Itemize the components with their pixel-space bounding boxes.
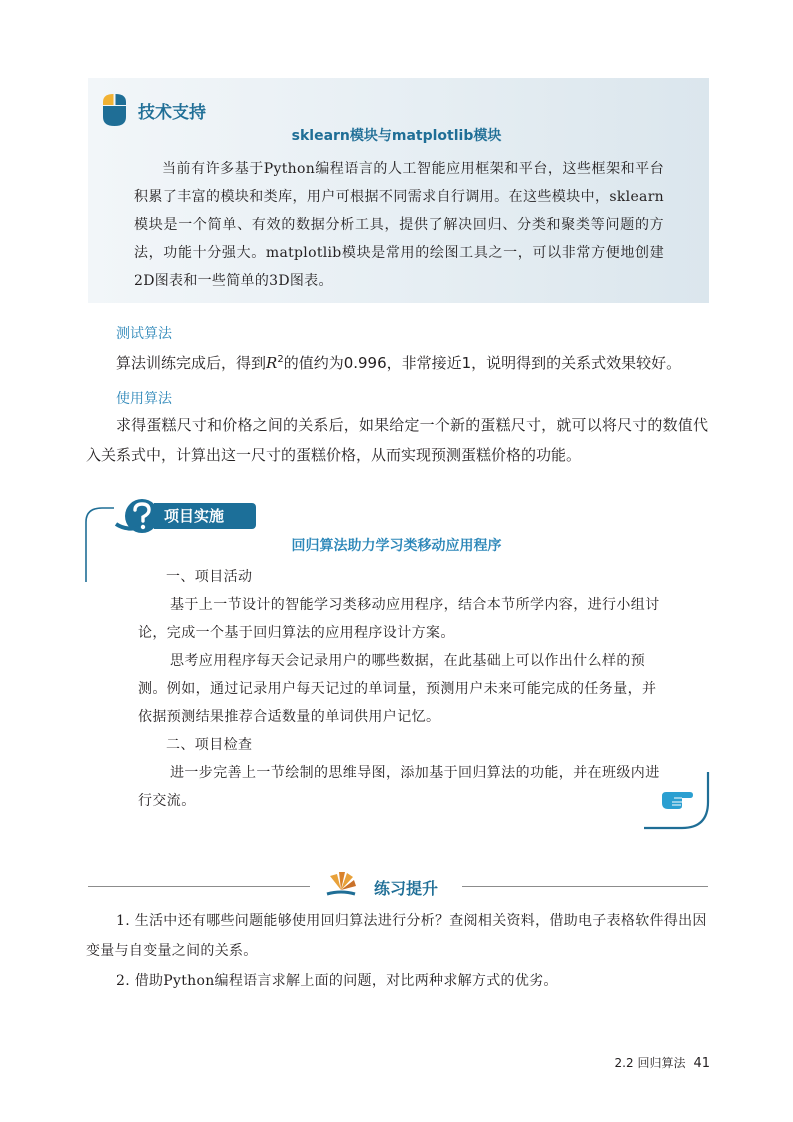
use-algorithm-text: 求得蛋糕尺寸和价格之间的关系后，如果给定一个新的蛋糕尺寸，就可以将尺寸的数值代入关系式中，计算出这一尺寸的蛋糕价格，从而实现预测蛋糕价格的功能。 bbox=[86, 416, 708, 464]
test-text-before: 算法训练完成后，得到 bbox=[116, 354, 267, 372]
r-symbol: R bbox=[266, 354, 278, 372]
practice-rule-left bbox=[88, 886, 310, 887]
tech-support-title: 技术支持 bbox=[138, 103, 206, 123]
practice-rule-right bbox=[462, 886, 708, 887]
tech-support-paragraph: 当前有许多基于Python编程语言的人工智能应用框架和平台，这些框架和平台积累了丰富的模块和类库，用户可根据不同需求自行调用。在这些模块中，sklearn模块是一个简单、有效的数据分析工具，提供了解决回归、分类和聚类等问题的方法，功能十分强大。matplotlib模块是常用的绘图工具之一，可以非常方便地创建2D图表和一些简单的3D图表。 bbox=[134, 161, 664, 289]
project-activity-heading: 一、项目活动 bbox=[166, 569, 253, 585]
project-check-heading: 二、项目检查 bbox=[166, 737, 253, 753]
page-number: 41 bbox=[693, 1056, 710, 1071]
r-exponent: 2 bbox=[277, 354, 284, 365]
practice-title: 练习提升 bbox=[374, 879, 439, 898]
mouse-icon bbox=[101, 92, 128, 128]
practice-question-1: 1. 生活中还有哪些问题能够使用回归算法进行分析？查阅相关资料，借助电子表格软件得出因变量与自变量之间的关系。 bbox=[86, 913, 707, 959]
page-footer bbox=[560, 1054, 710, 1071]
project-activity-paragraph-2: 思考应用程序每天会记录用户的哪些数据，在此基础上可以作出什么样的预测。例如，通过记录用户每天记过的单词量，预测用户未来可能完成的任务量，并依据预测结果推荐合适数量的单词供用户记忆。 bbox=[138, 653, 657, 725]
test-text-after: 的值约为0.996，非常接近1，说明得到的关系式效果较好。 bbox=[283, 354, 682, 372]
practice-question-2: 2. 借助Python编程语言求解上面的问题，对比两种求解方式的优劣。 bbox=[116, 973, 558, 989]
project-check-paragraph: 进一步完善上一节绘制的思维导图，添加基于回归算法的功能，并在班级内进行交流。 bbox=[138, 765, 660, 809]
use-algorithm-heading: 使用算法 bbox=[116, 391, 172, 407]
pointing-hand-icon bbox=[660, 788, 694, 810]
fan-emblem-icon bbox=[324, 868, 358, 898]
tech-support-subtitle: sklearn模块与matplotlib模块 bbox=[291, 128, 502, 144]
project-activity-paragraph-1: 基于上一节设计的智能学习类移动应用程序，结合本节所学内容，进行小组讨论，完成一个基于回归算法的应用程序设计方案。 bbox=[138, 597, 660, 641]
project-label: 项目实施 bbox=[154, 503, 256, 529]
test-algorithm-heading: 测试算法 bbox=[116, 326, 172, 342]
footer-section: 2.2 回归算法 bbox=[614, 1056, 686, 1070]
project-title: 回归算法助力学习类移动应用程序 bbox=[291, 538, 502, 554]
test-algorithm-text bbox=[116, 345, 716, 378]
